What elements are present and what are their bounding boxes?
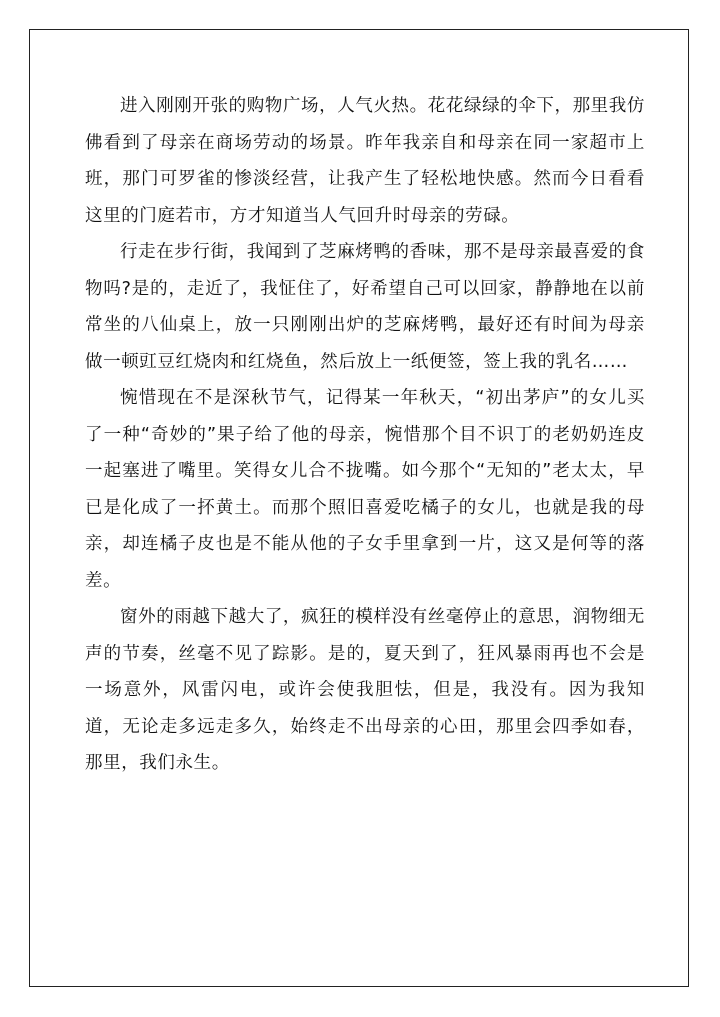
paragraph-2: 行走在步行街，我闻到了芝麻烤鸭的香味，那不是母亲最喜爱的食物吗?是的，走近了，我怔住了，好希望自己可以回家，静静地在以前常坐的八仙桌上，放一只刚刚出炉的芝麻烤鸭，最好还有时间为母亲做一顿豇豆红烧肉和红烧鱼，然后放上一纸便签，签上我的乳名…… (85, 242, 645, 372)
document-body (85, 88, 645, 782)
paragraph-1: 进入刚刚开张的购物广场，人气火热。花花绿绿的伞下，那里我仿佛看到了母亲在商场劳动的场景。昨年我亲自和母亲在同一家超市上班，那门可罗雀的惨淡经营，让我产生了轻松地快感。然而今日看看这里的门庭若市，方才知道当人气回升时母亲的劳碌。 (85, 96, 645, 226)
paragraph-4: 窗外的雨越下越大了，疯狂的模样没有丝毫停止的意思，润物细无声的节奏，丝毫不见了踪影。是的，夏天到了，狂风暴雨再也不会是一场意外，风雷闪电，或许会使我胆怯，但是，我没有。因为我知道，无论走多远走多久，始终走不出母亲的心田，那里会四季如春，那里，我们永生。 (85, 607, 645, 773)
paragraph-3: 惋惜现在不是深秋节气，记得某一年秋天，“初出茅庐”的女儿买了一种“奇妙的”果子给了他的母亲，惋惜那个目不识丁的老奶奶连皮一起塞进了嘴里。笑得女儿合不拢嘴。如今那个“无知的”老太太，早已是化成了一抔黄土。而那个照旧喜爱吃橘子的女儿，也就是我的母亲，却连橘子皮也是不能从他的子女手里拿到一片，这又是何等的落差。 (85, 388, 645, 591)
